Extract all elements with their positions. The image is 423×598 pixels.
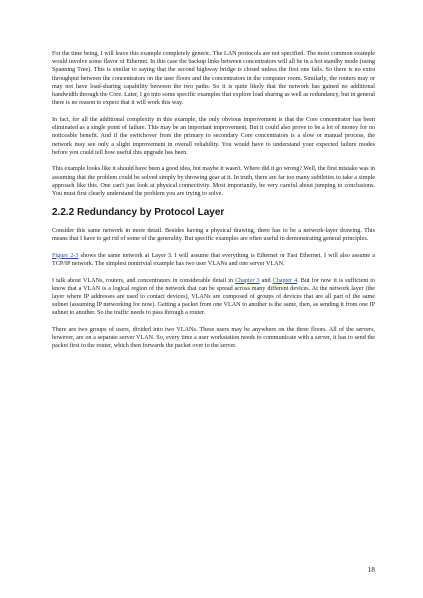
vlan-text-part-a: I talk about VLANs, routers, and concentrators in considerable detail in [52,277,236,284]
section-heading: 2.2.2 Redundancy by Protocol Layer [52,206,225,218]
page-number: 18 [367,565,375,574]
figure-reference-text: shows the same network at Layer 3. I will assume that everything is Ethernet or Fast Ethernet. I will also assume a TCP/IP network. The simplest nontrivial example has two user VLANs and one server VLAN. [52,252,375,267]
paragraph-figure-reference [52,252,375,268]
page-body [52,50,375,359]
vlan-text-part-b: and [259,277,273,284]
paragraph-vlan-explanation [52,277,375,318]
paragraph-core-improvement: In fact, for all the additional complexity in this example, the only obvious improvement is that the Core concentrator has been eliminated as a single point of failure. This may be an important improvement. But it could also prove to be a lot of money for no noticeable benefit. And if the switchover from the primary to secondary Core concentrators is a slow or manual process, the network may see only a slight improvement in overall reliability. You would have to understand your expected failure modes before you could tell how useful this upgrade has been. [52,116,375,156]
paragraph-mistake: This example looks like it should have been a good idea, but maybe it wasn't. Where did it go wrong? Well, the first mistake was in assuming that the problem could be solved simply by throwing gear at it. In truth, there are far too many subtleties to take a simple approach like this. One can't just look at physical connectivity. Most importantly, be very careful about jumping to conclusions. You must first clearly understand the problem you are trying to solve. [52,166,375,198]
chapter-3-link[interactable]: Chapter 3 [235,277,260,284]
paragraph-network-detail: Consider this same network in more detail. Besides having a physical drawing, there has to be a network-layer drawing. This means that I have to get rid of some of the generality. But specific examples are often useful in demonstrating general principles. [52,227,375,242]
chapter-4-link[interactable]: Chapter 4 [272,277,298,284]
figure-2-3-link[interactable]: Figure 2-3 [52,252,79,259]
paragraph-user-groups: There are two groups of users, divided into two VLANs. These users may be anywhere on the three floors. All of the servers, however, are on a separate server VLAN. So, every time a user workstation needs to communicate with a server, it has to send the packet first to the router, which then forwards the packet over to the server. [52,327,375,350]
vlan-text-part-c: . But for now it is sufficient to know that a VLAN is a logical region of the network that can be spread across many different devices. At the network layer (the layer where IP addresses are used to contact devices), VLANs are composed of groups of devices that are all part of the same subnet (assuming IP networking for now). Getting a packet from one VLAN to another is the same, then, as sending it from one IP subnet to another. So the traffic needs to pass through a router. [52,277,376,317]
paragraph-generic-example: For the time being, I will leave this example completely generic. The LAN protocols are not specified. The most common example would involve some flavor of Ethernet. In this case the backup links between concentrators will all be in a hot standby mode (using Spanning Tree). This is similar to saying that the second highway bridge is closed unless the first one fails. So there is no extra throughput between the concentrators on the user floors and the concentrators in the computer room. Similarly, the routers may or may not have load-sharing capability between the two paths. So it is quite likely that the network has gained no additional bandwidth through the Core. Later, I go into some specific examples that explore load sharing as well as redundancy, but in general there is no reason to expect that it will work this way. [52,51,376,107]
